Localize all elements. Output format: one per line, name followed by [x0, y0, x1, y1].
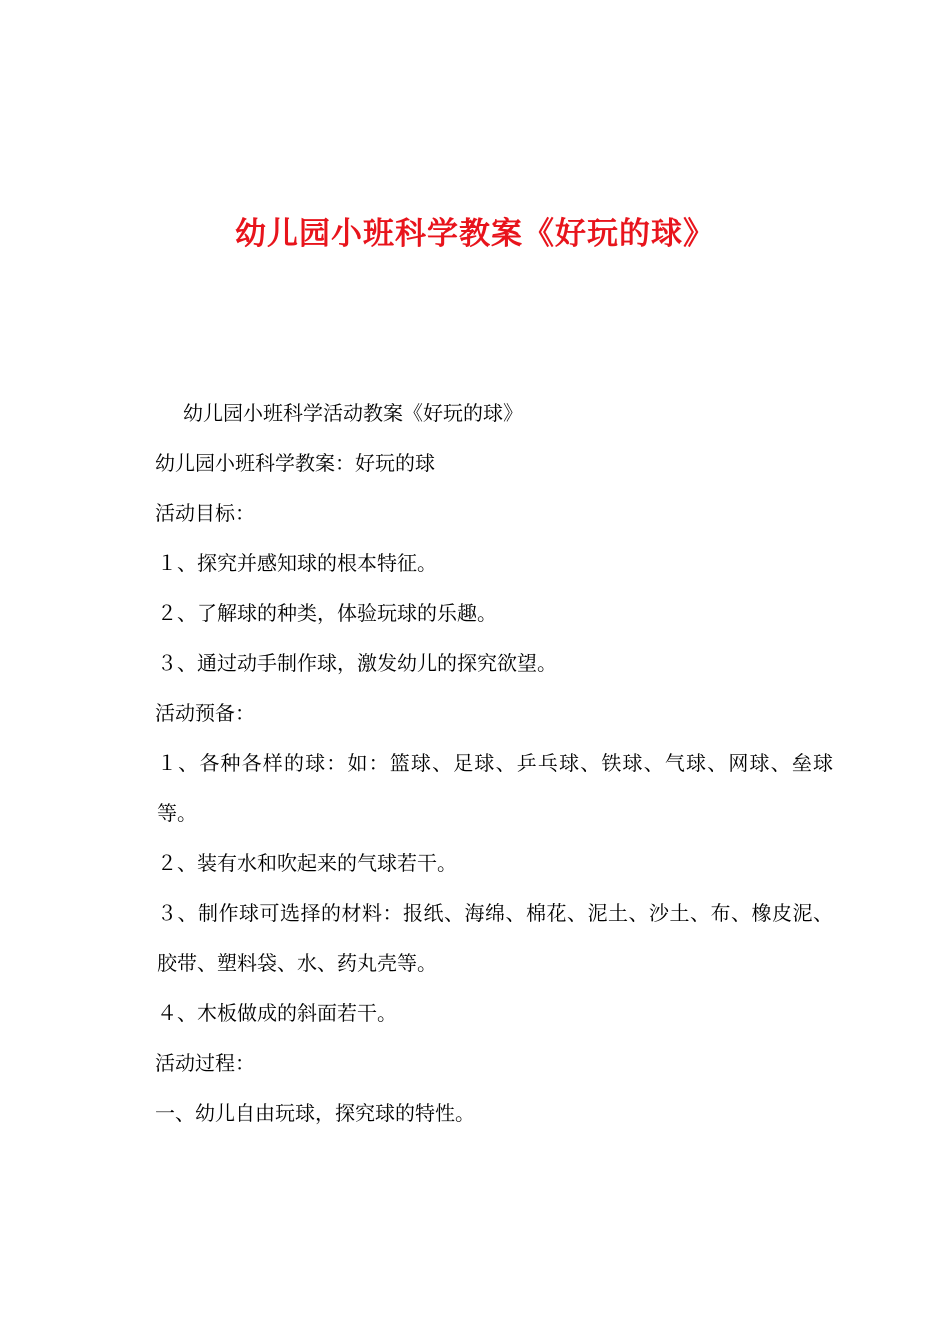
process-step-1: 一、幼儿自由玩球，探究球的特性。	[155, 1101, 475, 1125]
paragraph-plan-subtitle: 幼儿园小班科学教案：好玩的球	[155, 451, 435, 475]
goal-item-1: １、探究并感知球的根本特征。	[157, 551, 437, 575]
heading-activity-preparation: 活动预备：	[155, 701, 255, 725]
heading-activity-process: 活动过程：	[155, 1051, 255, 1075]
goal-item-2: ２、了解球的种类，体验玩球的乐趣。	[157, 601, 497, 625]
preparation-item-2: ２、装有水和吹起来的气球若干。	[157, 851, 457, 875]
goal-item-3: ３、通过动手制作球，激发幼儿的探究欲望。	[157, 651, 557, 675]
preparation-item-1: １、各种各样的球：如：篮球、足球、乒乓球、铁球、气球、网球、垒球等。	[157, 751, 833, 825]
heading-activity-goals: 活动目标：	[155, 501, 255, 525]
preparation-item-3: ３、制作球可选择的材料：报纸、海绵、棉花、泥土、沙土、布、橡皮泥、胶带、塑料袋、水、药丸壳等。	[157, 901, 833, 975]
preparation-item-4: ４、木板做成的斜面若干。	[157, 1001, 397, 1025]
paragraph-activity-plan-title: 幼儿园小班科学活动教案《好玩的球》	[183, 401, 523, 425]
document-body	[127, 388, 833, 1138]
document-title: 幼儿园小班科学教案《好玩的球》	[235, 216, 715, 252]
